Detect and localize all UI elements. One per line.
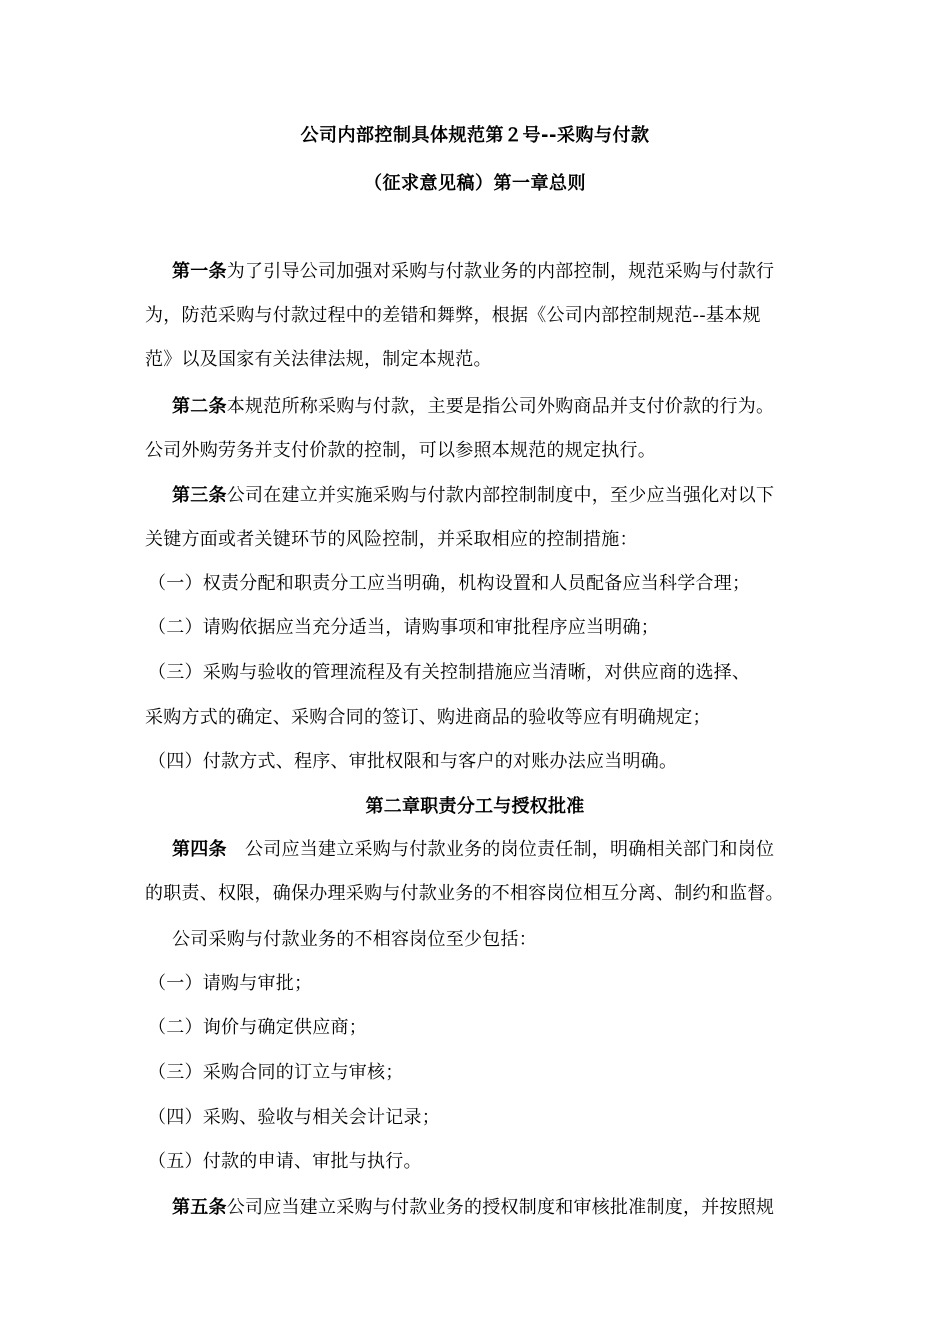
article-3-label: 第三条 xyxy=(172,485,227,506)
article-3-line-2: 关键方面或者关键环节的风险控制，并采取相应的控制措施： xyxy=(145,529,638,550)
article-1-line-2: 为，防范采购与付款过程中的差错和舞弊，根据《公司内部控制规范--基本规 xyxy=(145,305,761,326)
article-2-label: 第二条 xyxy=(172,396,227,417)
article-3-line-1 xyxy=(172,484,852,508)
article-2-line-1 xyxy=(172,395,852,419)
article-1-label: 第一条 xyxy=(172,261,227,282)
document-title: 公司内部控制具体规范第２号--采购与付款 xyxy=(300,125,650,146)
article-3-item-4: （四）付款方式、程序、审批权限和与客户的对账办法应当明确。 xyxy=(148,751,678,772)
article-4-intro: 公司采购与付款业务的不相容岗位至少包括： xyxy=(172,929,537,950)
article-4-line-1 xyxy=(172,838,852,862)
article-1-line-3: 范》以及国家有关法律法规，制定本规范。 xyxy=(145,349,492,370)
article-4-item-3: （三）采购合同的订立与审核； xyxy=(148,1062,404,1083)
article-3-item-3-line-2: 采购方式的确定、采购合同的签订、购进商品的验收等应有明确规定； xyxy=(145,707,711,728)
article-2-text-1: 本规范所称采购与付款，主要是指公司外购商品并支付价款的行为。 xyxy=(226,396,775,417)
article-4-item-2: （二）询价与确定供应商； xyxy=(148,1017,367,1038)
article-5-text-1: 公司应当建立采购与付款业务的授权制度和审核批准制度，并按照规 xyxy=(226,1197,775,1218)
article-4-text-1: 公司应当建立采购与付款业务的岗位责任制，明确相关部门和岗位 xyxy=(226,839,775,860)
article-5-line-1 xyxy=(172,1196,852,1220)
article-4-item-1: （一）请购与审批； xyxy=(148,973,313,994)
article-3-item-2: （二）请购依据应当充分适当，请购事项和审批程序应当明确； xyxy=(148,617,659,638)
article-4-item-5: （五）付款的申请、审批与执行。 xyxy=(148,1151,422,1172)
article-5-label: 第五条 xyxy=(172,1197,227,1218)
article-1-line-1 xyxy=(172,260,852,284)
article-4-item-4: （四）采购、验收与相关会计记录； xyxy=(148,1107,440,1128)
article-2-line-2: 公司外购劳务并支付价款的控制，可以参照本规范的规定执行。 xyxy=(145,440,656,461)
article-3-text-1: 公司在建立并实施采购与付款内部控制制度中，至少应当强化对以下 xyxy=(226,485,775,506)
article-4-label: 第四条 xyxy=(172,839,227,860)
article-3-item-3-line-1: （三）采购与验收的管理流程及有关控制措施应当清晰，对供应商的选择、 xyxy=(148,662,751,683)
article-3-item-1: （一）权责分配和职责分工应当明确，机构设置和人员配备应当科学合理； xyxy=(148,573,751,594)
article-1-text-1: 为了引导公司加强对采购与付款业务的内部控制，规范采购与付款行 xyxy=(226,261,775,282)
article-4-line-2: 的职责、权限，确保办理采购与付款业务的不相容岗位相互分离、制约和监督。 xyxy=(145,883,784,904)
document-subtitle: （征求意见稿）第一章总则 xyxy=(364,173,586,194)
chapter-2-title: 第二章职责分工与授权批准 xyxy=(365,796,585,817)
